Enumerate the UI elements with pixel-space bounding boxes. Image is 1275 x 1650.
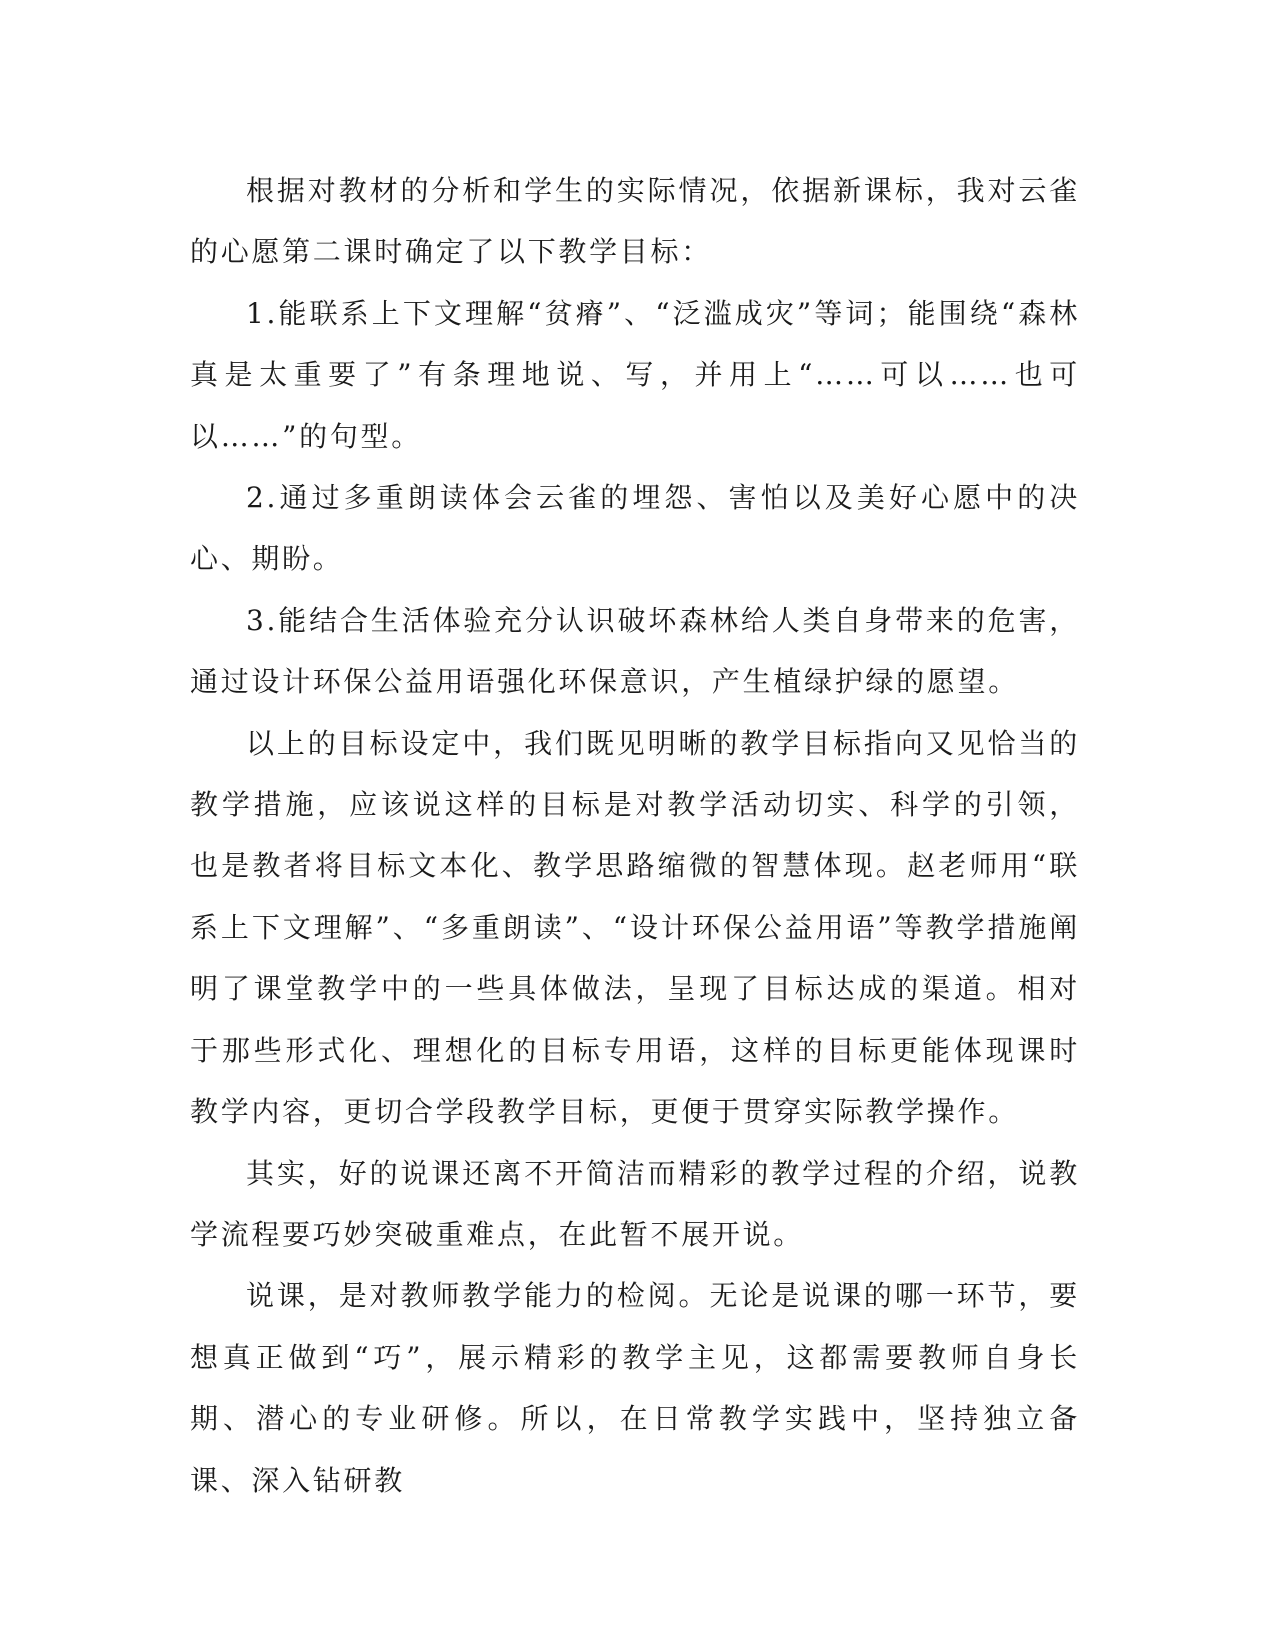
paragraph-goal-2: 2.通过多重朗读体会云雀的埋怨、害怕以及美好心愿中的决心、期盼。	[190, 481, 1080, 576]
paragraph-goal-analysis: 以上的目标设定中，我们既见明晰的教学目标指向又见恰当的教学措施，应该说这样的目标是对教学活动切实、科学的引领，也是教者将目标文本化、教学思路缩微的智慧体现。赵老师用“联系上下文理解”、“多重朗读”、“设计环保公益用语”等教学措施阐明了课堂教学中的一些具体做法，呈现了目标达成的渠道。相对于那些形式化、理想化的目标专用语，这样的目标更能体现课时教学内容，更切合学段教学目标，更便于贯穿实际教学操作。	[190, 726, 1080, 1129]
paragraph-teaching-goals-intro: 根据对教材的分析和学生的实际情况，依据新课标，我对云雀的心愿第二课时确定了以下教学目标：	[190, 174, 1080, 269]
document-body	[190, 160, 1080, 1511]
paragraph-goal-1: 1.能联系上下文理解“贫瘠”、“泛滥成灾”等词；能围绕“森林真是太重要了”有条理地说、写，并用上“……可以……也可以……”的句型。	[190, 296, 1080, 453]
paragraph-teaching-process: 其实，好的说课还离不开简洁而精彩的教学过程的介绍，说教学流程要巧妙突破重难点，在此暂不展开说。	[190, 1156, 1080, 1251]
paragraph-goal-3: 3.能结合生活体验充分认识破坏森林给人类自身带来的危害，通过设计环保公益用语强化环保意识，产生植绿护绿的愿望。	[190, 603, 1080, 699]
paragraph-conclusion: 说课，是对教师教学能力的检阅。无论是说课的哪一环节，要想真正做到“巧”，展示精彩的教学主见，这都需要教师自身长期、潜心的专业研修。所以，在日常教学实践中，坚持独立备课、深入钻研教	[190, 1279, 1080, 1497]
